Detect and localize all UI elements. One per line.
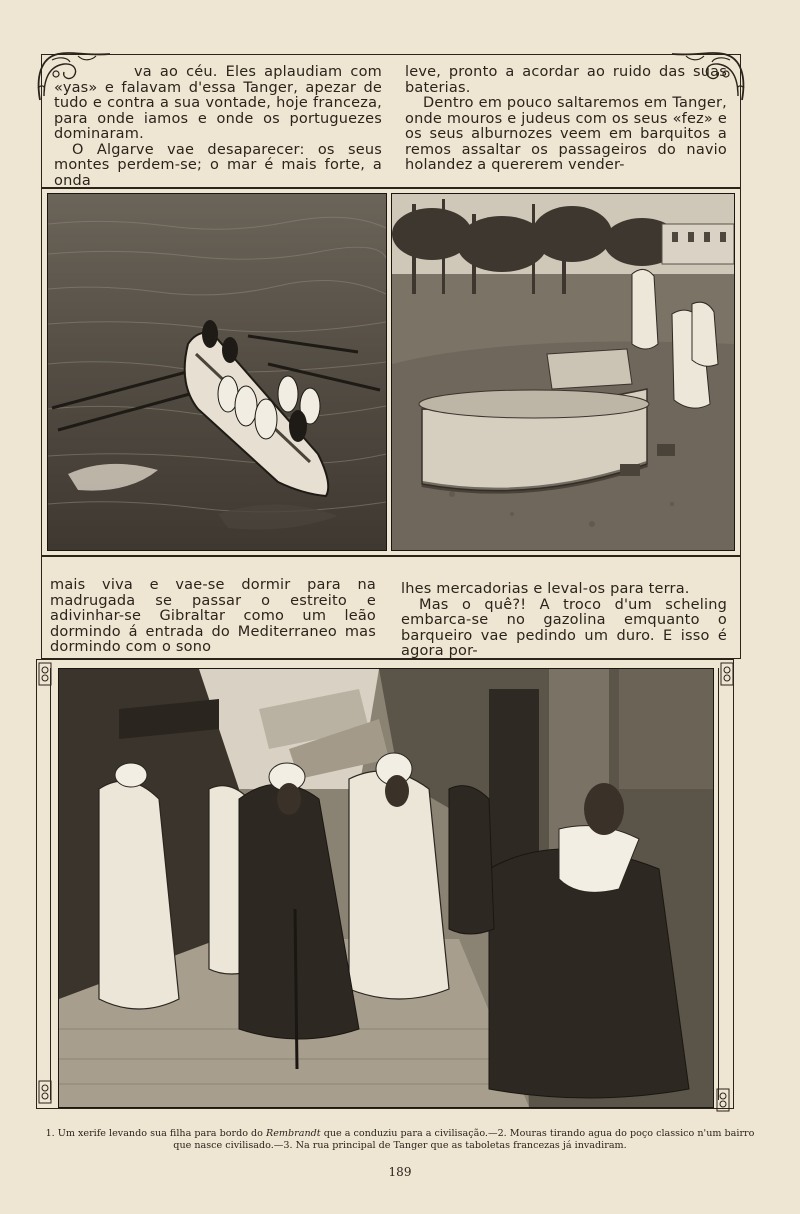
middle-right-column [401, 582, 727, 660]
street-illustration [59, 669, 713, 1107]
frame-rule-right [718, 668, 719, 1100]
corner-ornament-lower-left-icon [38, 1080, 52, 1104]
caption-part-1: 1. Um xerife levando sua filha para bordo do [45, 1128, 263, 1139]
well-illustration [392, 194, 734, 550]
corner-ornament-bottom-left-icon [38, 662, 52, 686]
page-number: 189 [388, 1165, 412, 1179]
paragraph: leve, pronto a acordar ao ruido das suas baterias. [405, 64, 727, 96]
top-right-column [405, 65, 727, 174]
paragraph: O Algarve vae desaparecer: os seus montes perdem-se; o mar é mais forte, a onda [54, 141, 382, 189]
middle-left-column [50, 578, 376, 656]
paragraph: lhes mercadorias e leval-os para terra. [401, 581, 690, 597]
corner-ornament-top-right-small-icon [720, 662, 734, 686]
boat-illustration [48, 194, 386, 550]
figure-caption [40, 1128, 760, 1152]
photo-tangier-street [58, 668, 714, 1108]
top-left-column [54, 65, 382, 189]
paragraph: mais viva e vae-se dormir para na madrugada se passar o estreito e adivinhar-se Gibraltar como um leão dormindo á entrada do Mediterraneo mas dormindo com o sono [50, 577, 376, 655]
paragraph: Mas o quê?! A troco d'um scheling embarca-se no gazolina emquanto o barqueiro vae pedindo um duro. E isso é agora por- [401, 596, 727, 659]
frame-rule-left [50, 668, 51, 1100]
paragraph: va ao céu. Eles aplaudiam com «yas» e falavam d'essa Tanger, apezar de tudo e contra a sua vontade, hoje franceza, para onde iamos e onde os portuguezes dominaram. [54, 64, 382, 142]
caption-part-2: que a conduziu para a civilisação.—2. Mouras tirando agua do poço classico n'um bairro que nasce civilisado.—3. Na rua principal de Tanger que as taboletas francezas já invadiram. [173, 1128, 755, 1151]
corner-ornament-lower-right-icon [716, 1088, 730, 1112]
photo-boat-sea [47, 193, 387, 551]
paragraph: Dentro em pouco saltaremos em Tanger, onde mouros e judeus com os seus «fez» e os seus alburnozes veem em barquitos a remos assaltar os passageiros do navio holandez a quererem vender- [405, 95, 727, 173]
photo-well-women [391, 193, 735, 551]
caption-ship-name: Rembrandt [266, 1128, 321, 1139]
